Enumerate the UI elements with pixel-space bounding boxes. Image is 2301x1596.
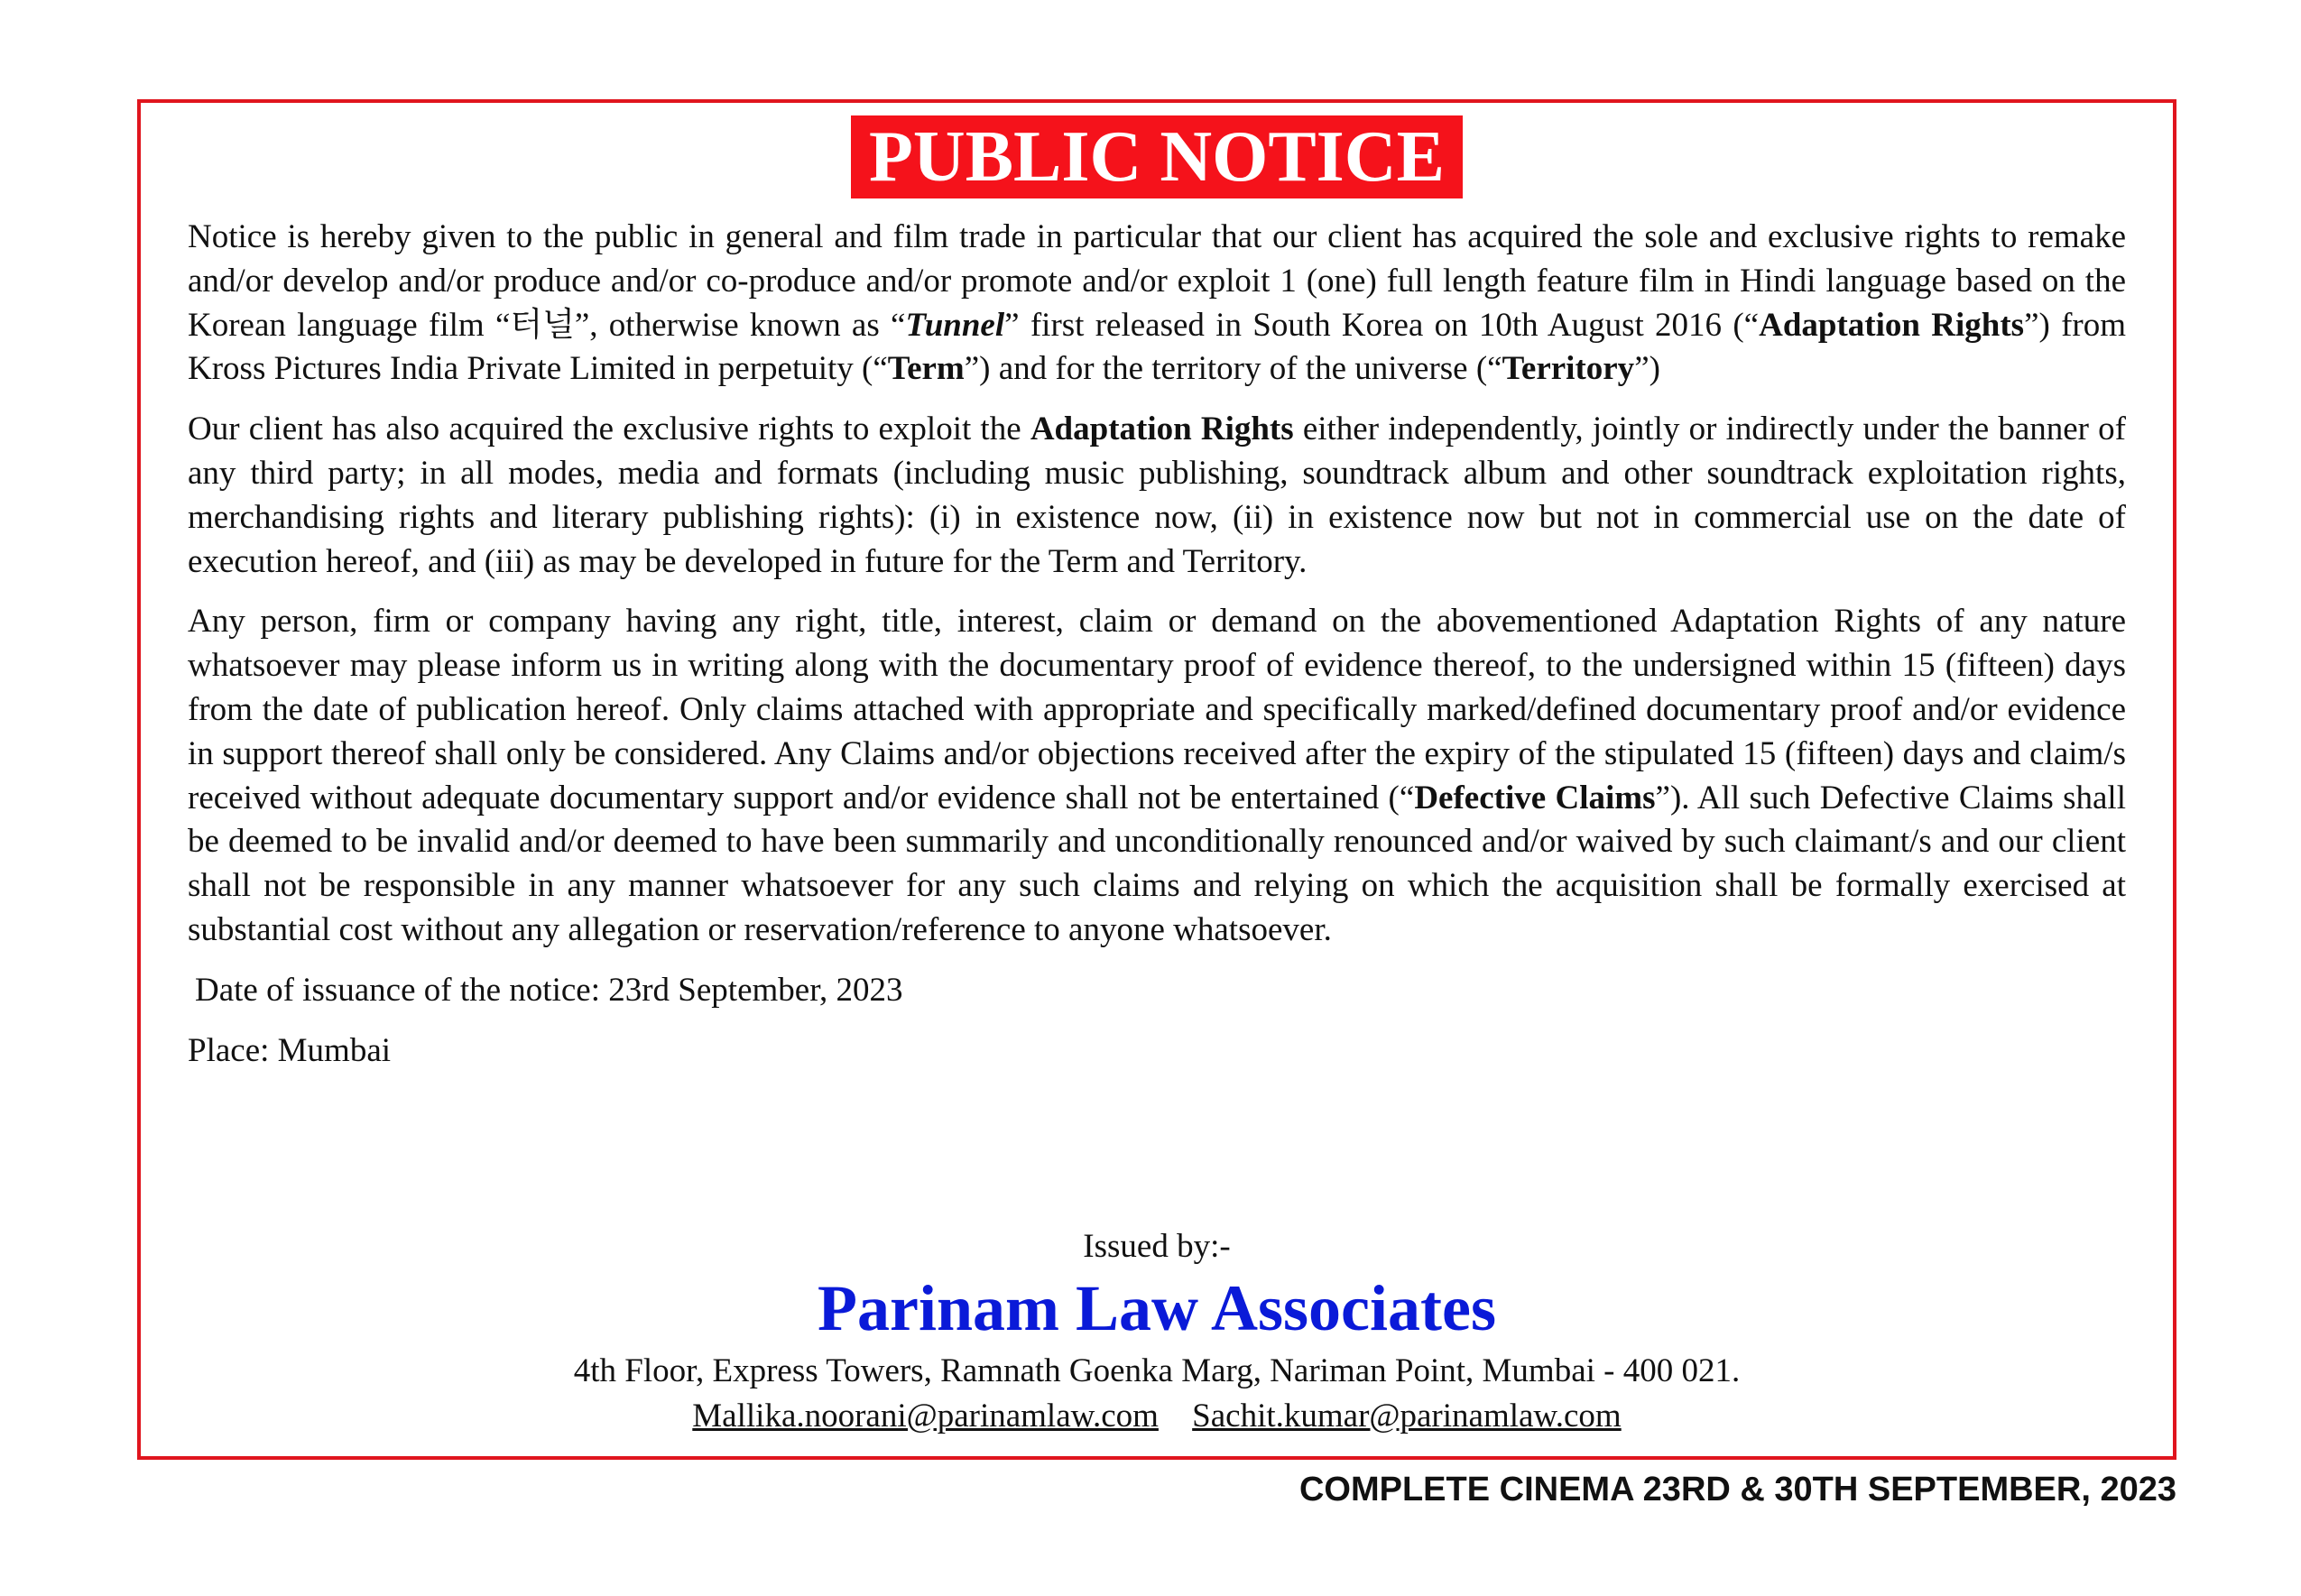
paragraph-2 xyxy=(188,408,2126,584)
p1-text-g: ”) and for the territory of the universe (“ xyxy=(964,350,1502,388)
place: Place: Mumbai xyxy=(188,1031,392,1069)
p1-territory: Territory xyxy=(1502,350,1635,388)
p1-tunnel: Tunnel xyxy=(905,306,1005,344)
p1-text-e: ”) from Kross Pictures India Private Limited in perpetuity (“ xyxy=(188,306,2127,388)
email-link-sachit[interactable]: Sachit.kumar@parinamlaw.com xyxy=(1192,1398,1622,1435)
notice-title: PUBLIC NOTICE xyxy=(851,115,1463,198)
p1-text-c: ” first released in South Korea on 10th August 2016 (“ xyxy=(1004,306,1760,344)
title-wrap xyxy=(141,115,2173,198)
p1-term: Term xyxy=(887,350,965,388)
email-link-mallika[interactable]: Mallika.noorani@parinamlaw.com xyxy=(692,1398,1159,1435)
publication-footer: COMPLETE CINEMA 23RD & 30TH SEPTEMBER, 2023 xyxy=(1298,1471,2176,1508)
p1-adaptation-rights: Adaptation Rights xyxy=(1759,306,2025,344)
p3-text-a: Any person, firm or company having any right, title, interest, claim or demand on the abovementioned Adaptation Rights of any nature whatsoever may please inform us in writing along with the documentary proof of evidence thereof, to the undersigned within 15 (fifteen) days from the date of publication hereof. Only claims attached with appropriate and specifically marked/defined documentary proof and/or evidence in support thereof shall only be considered. Any Claims and/or objections received after the expiry of the stipulated 15 (fifteen) days and claim/s received without adequate documentary support and/or evidence shall not be entertained (“ xyxy=(188,603,2126,816)
notice-body xyxy=(188,216,2126,1089)
p3-defective-claims: Defective Claims xyxy=(1414,779,1656,816)
p1-text-i: ”) xyxy=(1634,350,1660,388)
firm-name: Parinam Law Associates xyxy=(818,1272,1496,1344)
firm-address: 4th Floor, Express Towers, Ramnath Goenka Marg, Nariman Point, Mumbai - 400 021. xyxy=(573,1352,1741,1389)
paragraph-1 xyxy=(188,216,2126,392)
p2-text-a: Our client has also acquired the exclusive rights to exploit the xyxy=(188,411,1030,448)
issuance-date: Date of issuance of the notice: 23rd September, 2023 xyxy=(195,971,903,1009)
p3-text-c: ”). All such Defective Claims shall be deemed to be invalid and/or deemed to have been summarily and unconditionally renounced and/or waived by such claimant/s and our client shall not be responsible in any manner whatsoever for any such claims and relying on which the acquisition shall be formally exercised at substantial cost without any allegation or reservation/reference to anyone whatsoever. xyxy=(188,779,2126,948)
p1-text-a: Notice is hereby given to the public in general and film trade in particular that our client has acquired the sole and exclusive rights to remake and/or develop and/or produce and/or co-produce and/or promote and/or exploit 1 (one) full length feature film in Hindi language based on the Korean language film “터널”, otherwise known as “ xyxy=(188,218,2126,344)
issuer-block xyxy=(141,1224,2173,1439)
p2-text-c: either independently, jointly or indirectly under the banner of any third party; in all modes, media and formats (including music publishing, soundtrack album and other soundtrack exploitation rights, merchandising rights and literary publishing rights): (i) in existence now, (ii) in existence now but not in commercial use on the date of execution hereof, and (iii) as may be developed in future for the Term and Territory. xyxy=(188,411,2126,580)
p2-adaptation-rights: Adaptation Rights xyxy=(1030,411,1294,448)
issued-by-label: Issued by:- xyxy=(1083,1228,1231,1265)
email-list xyxy=(141,1394,2173,1439)
notice-frame xyxy=(137,99,2176,1460)
paragraph-3 xyxy=(188,600,2126,952)
